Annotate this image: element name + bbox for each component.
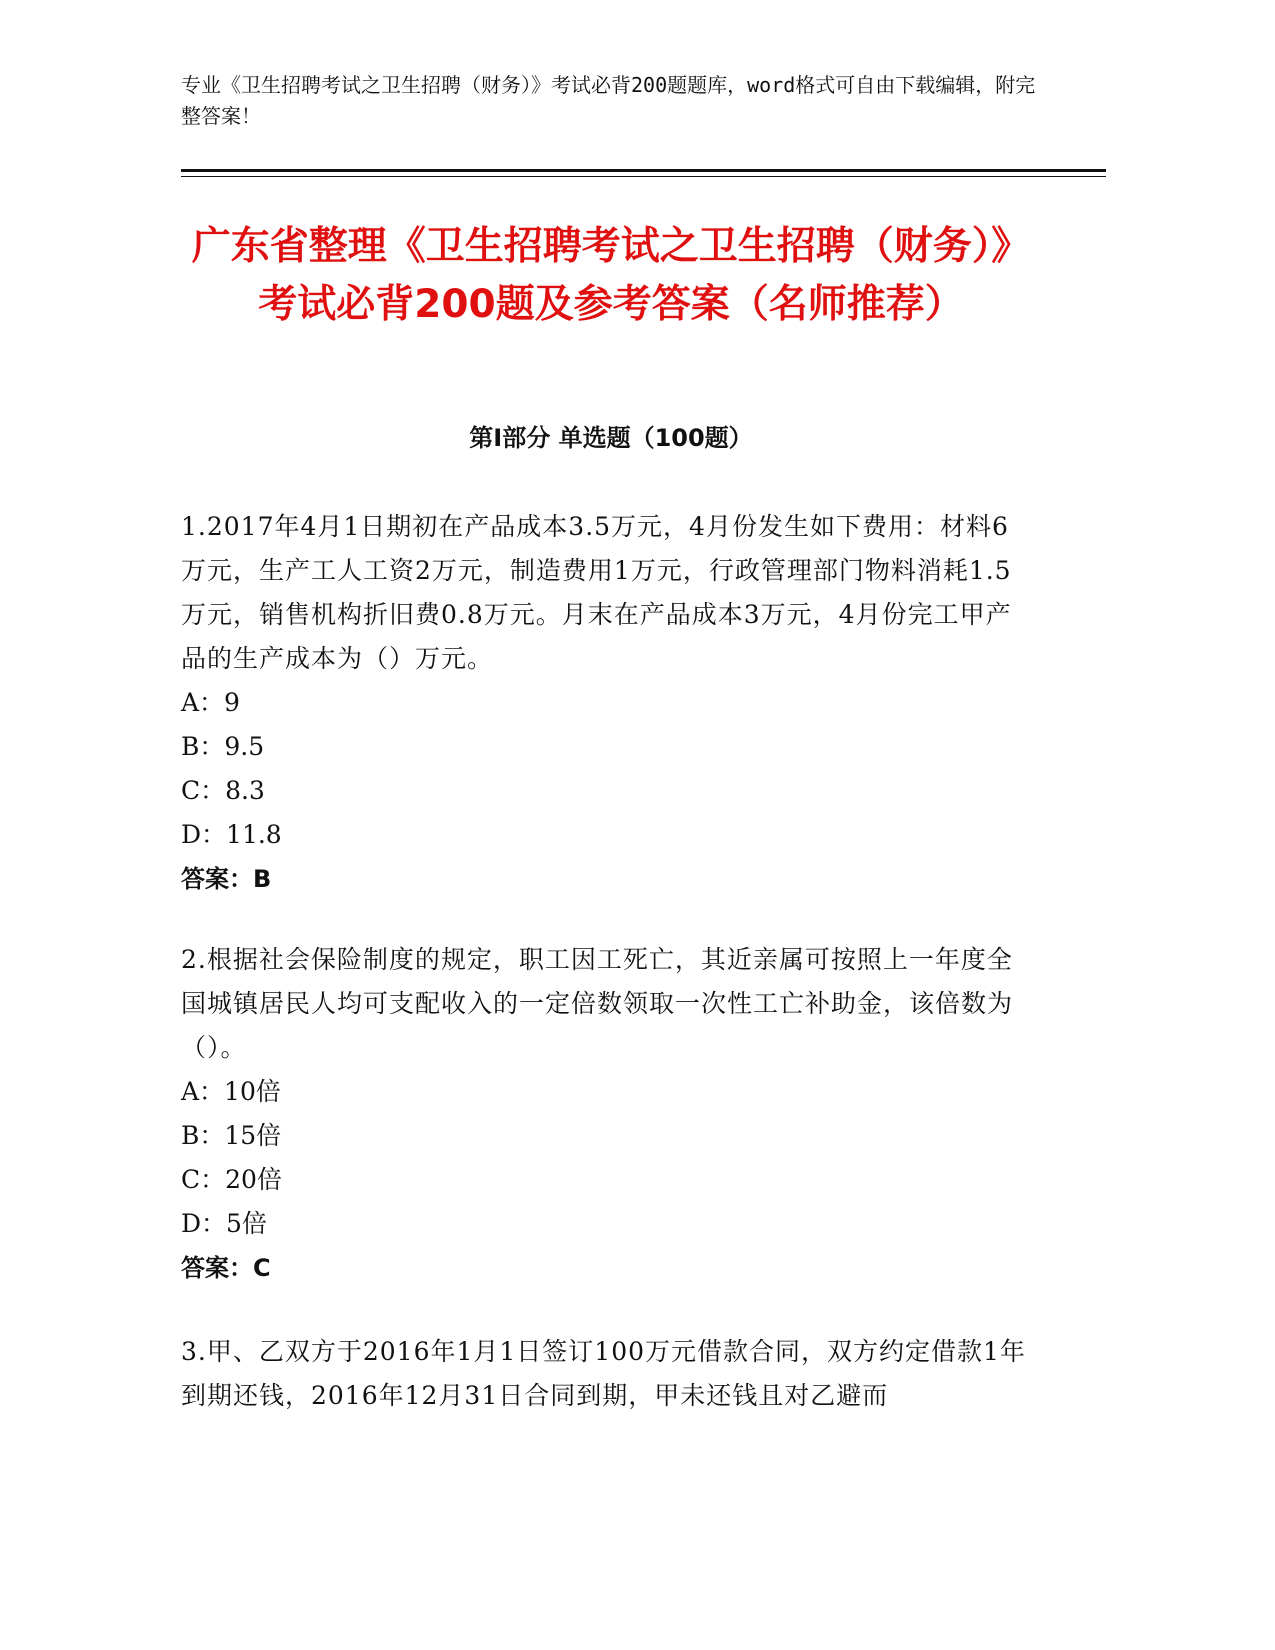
option-d: D：11.8: [181, 820, 282, 849]
question-block: [181, 505, 1031, 901]
option-a: A：9: [181, 688, 240, 717]
question-stem: 2.根据社会保险制度的规定，职工因工死亡，其近亲属可按照上一年度全国城镇居民人均可支配收入的一定倍数领取一次性工亡补助金，该倍数为（）。: [181, 945, 1014, 1062]
header-rule-thin: [181, 176, 1106, 177]
question-block: [181, 938, 1031, 1290]
option-b: B：15倍: [181, 1121, 282, 1150]
option-c: C：8.3: [181, 776, 265, 805]
answer: 答案：B: [181, 865, 272, 893]
question-block: [181, 1330, 1031, 1418]
question-stem: 1.2017年4月1日期初在产品成本3.5万元，4月份发生如下费用：材料6万元，生产工人工资2万元，制造费用1万元，行政管理部门物料消耗1.5万元，销售机构折旧费0.8万元。月末在产品成本3万元，4月份完工甲产品的生产成本为（）万元。: [181, 512, 1012, 673]
document-title: 广东省整理《卫生招聘考试之卫生招聘（财务）》考试必背200题及参考答案（名师推荐）: [191, 224, 1031, 327]
option-d: D：5倍: [181, 1209, 267, 1238]
question-stem: 3.甲、乙双方于2016年1月1日签订100万元借款合同，双方约定借款1年到期还钱，2016年12月31日合同到期，甲未还钱且对乙避而: [181, 1337, 1026, 1410]
section-title: 第I部分 单选题（100题）: [469, 424, 753, 452]
option-b: B：9.5: [181, 732, 265, 761]
option-a: A：10倍: [181, 1077, 281, 1106]
answer: 答案：C: [181, 1254, 271, 1282]
option-c: C：20倍: [181, 1165, 282, 1194]
header-rule-thick: [181, 169, 1106, 172]
header-note: 专业《卫生招聘考试之卫生招聘（财务）》考试必背200题题库，word格式可自由下载编辑，附完整答案！: [181, 73, 1036, 128]
